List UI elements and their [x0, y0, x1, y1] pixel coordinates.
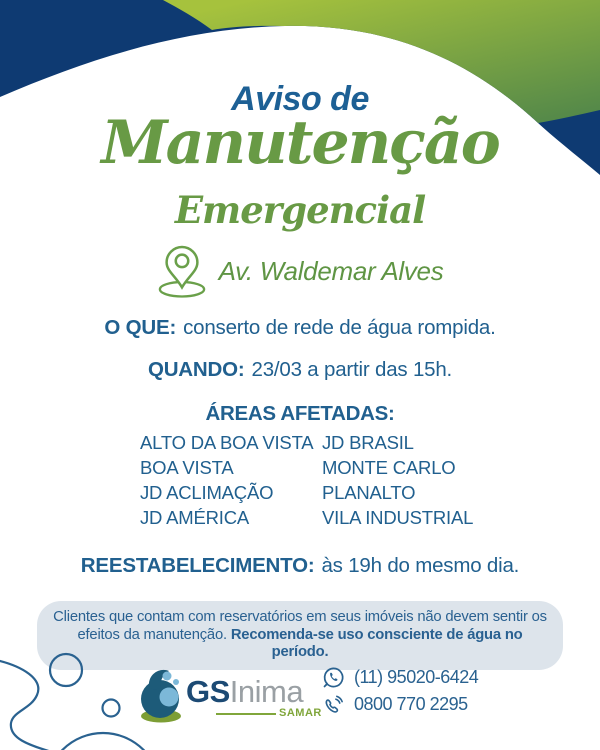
when-label: QUANDO: [147, 358, 245, 381]
area-item: JD ACLIMAÇÃO [140, 482, 274, 503]
brand-inima: Inima [229, 674, 304, 709]
area-item: JD AMÉRICA [140, 507, 250, 528]
restore-text: às 19h do mesmo dia. [321, 554, 520, 577]
map-pin-icon [157, 244, 207, 298]
ringing-phone-icon [322, 693, 345, 716]
brand-wordmark [186, 674, 303, 710]
notice-text-bold: Recomenda-se uso consciente de água no período. [230, 626, 523, 660]
notice-subtitle: Emergencial [174, 188, 426, 232]
restore-label: REESTABELECIMENTO: [80, 554, 315, 577]
notice-text: Clientes que contam com reservatórios em seus imóveis não devem sentir os efeitos da manutenção. [53, 609, 547, 643]
notice-title: Manutenção [101, 108, 499, 178]
location-text: Av. Waldemar Alves [218, 255, 444, 286]
bottom-left-decoration [0, 645, 200, 750]
what-line [0, 316, 600, 340]
decor-circle-large [46, 733, 160, 750]
what-label: O QUE: [104, 316, 177, 339]
brand-samar: SAMAR [279, 707, 322, 719]
brand-rule [216, 713, 276, 715]
area-item: ALTO DA BOA VISTA [140, 432, 314, 453]
areas-title: ÁREAS AFETADAS: [205, 402, 395, 425]
areas-column-1 [140, 430, 313, 530]
whatsapp-row [322, 666, 478, 689]
brand-gs: GS [186, 674, 230, 709]
decor-circle-small [103, 700, 120, 717]
restore-line [0, 554, 600, 578]
location-row [0, 244, 600, 298]
phone-number: 0800 770 2295 [354, 694, 468, 714]
when-line [0, 358, 600, 382]
area-item: PLANALTO [322, 482, 416, 503]
area-item: JD BRASIL [322, 432, 414, 453]
decor-wave [0, 660, 52, 750]
whatsapp-number: (11) 95020-6424 [354, 667, 479, 687]
decor-circle-medium [50, 654, 82, 686]
phone-row [322, 693, 478, 716]
contact-list [322, 666, 478, 716]
area-item: MONTE CARLO [322, 457, 456, 478]
when-text: 23/03 a partir das 15h. [251, 358, 453, 381]
notice-kicker: Aviso de [231, 80, 369, 118]
areas-column-2 [322, 430, 473, 530]
area-item: BOA VISTA [140, 457, 234, 478]
what-text: conserto de rede de água rompida. [183, 316, 496, 339]
whatsapp-icon [322, 666, 345, 689]
area-item: VILA INDUSTRIAL [322, 507, 474, 528]
